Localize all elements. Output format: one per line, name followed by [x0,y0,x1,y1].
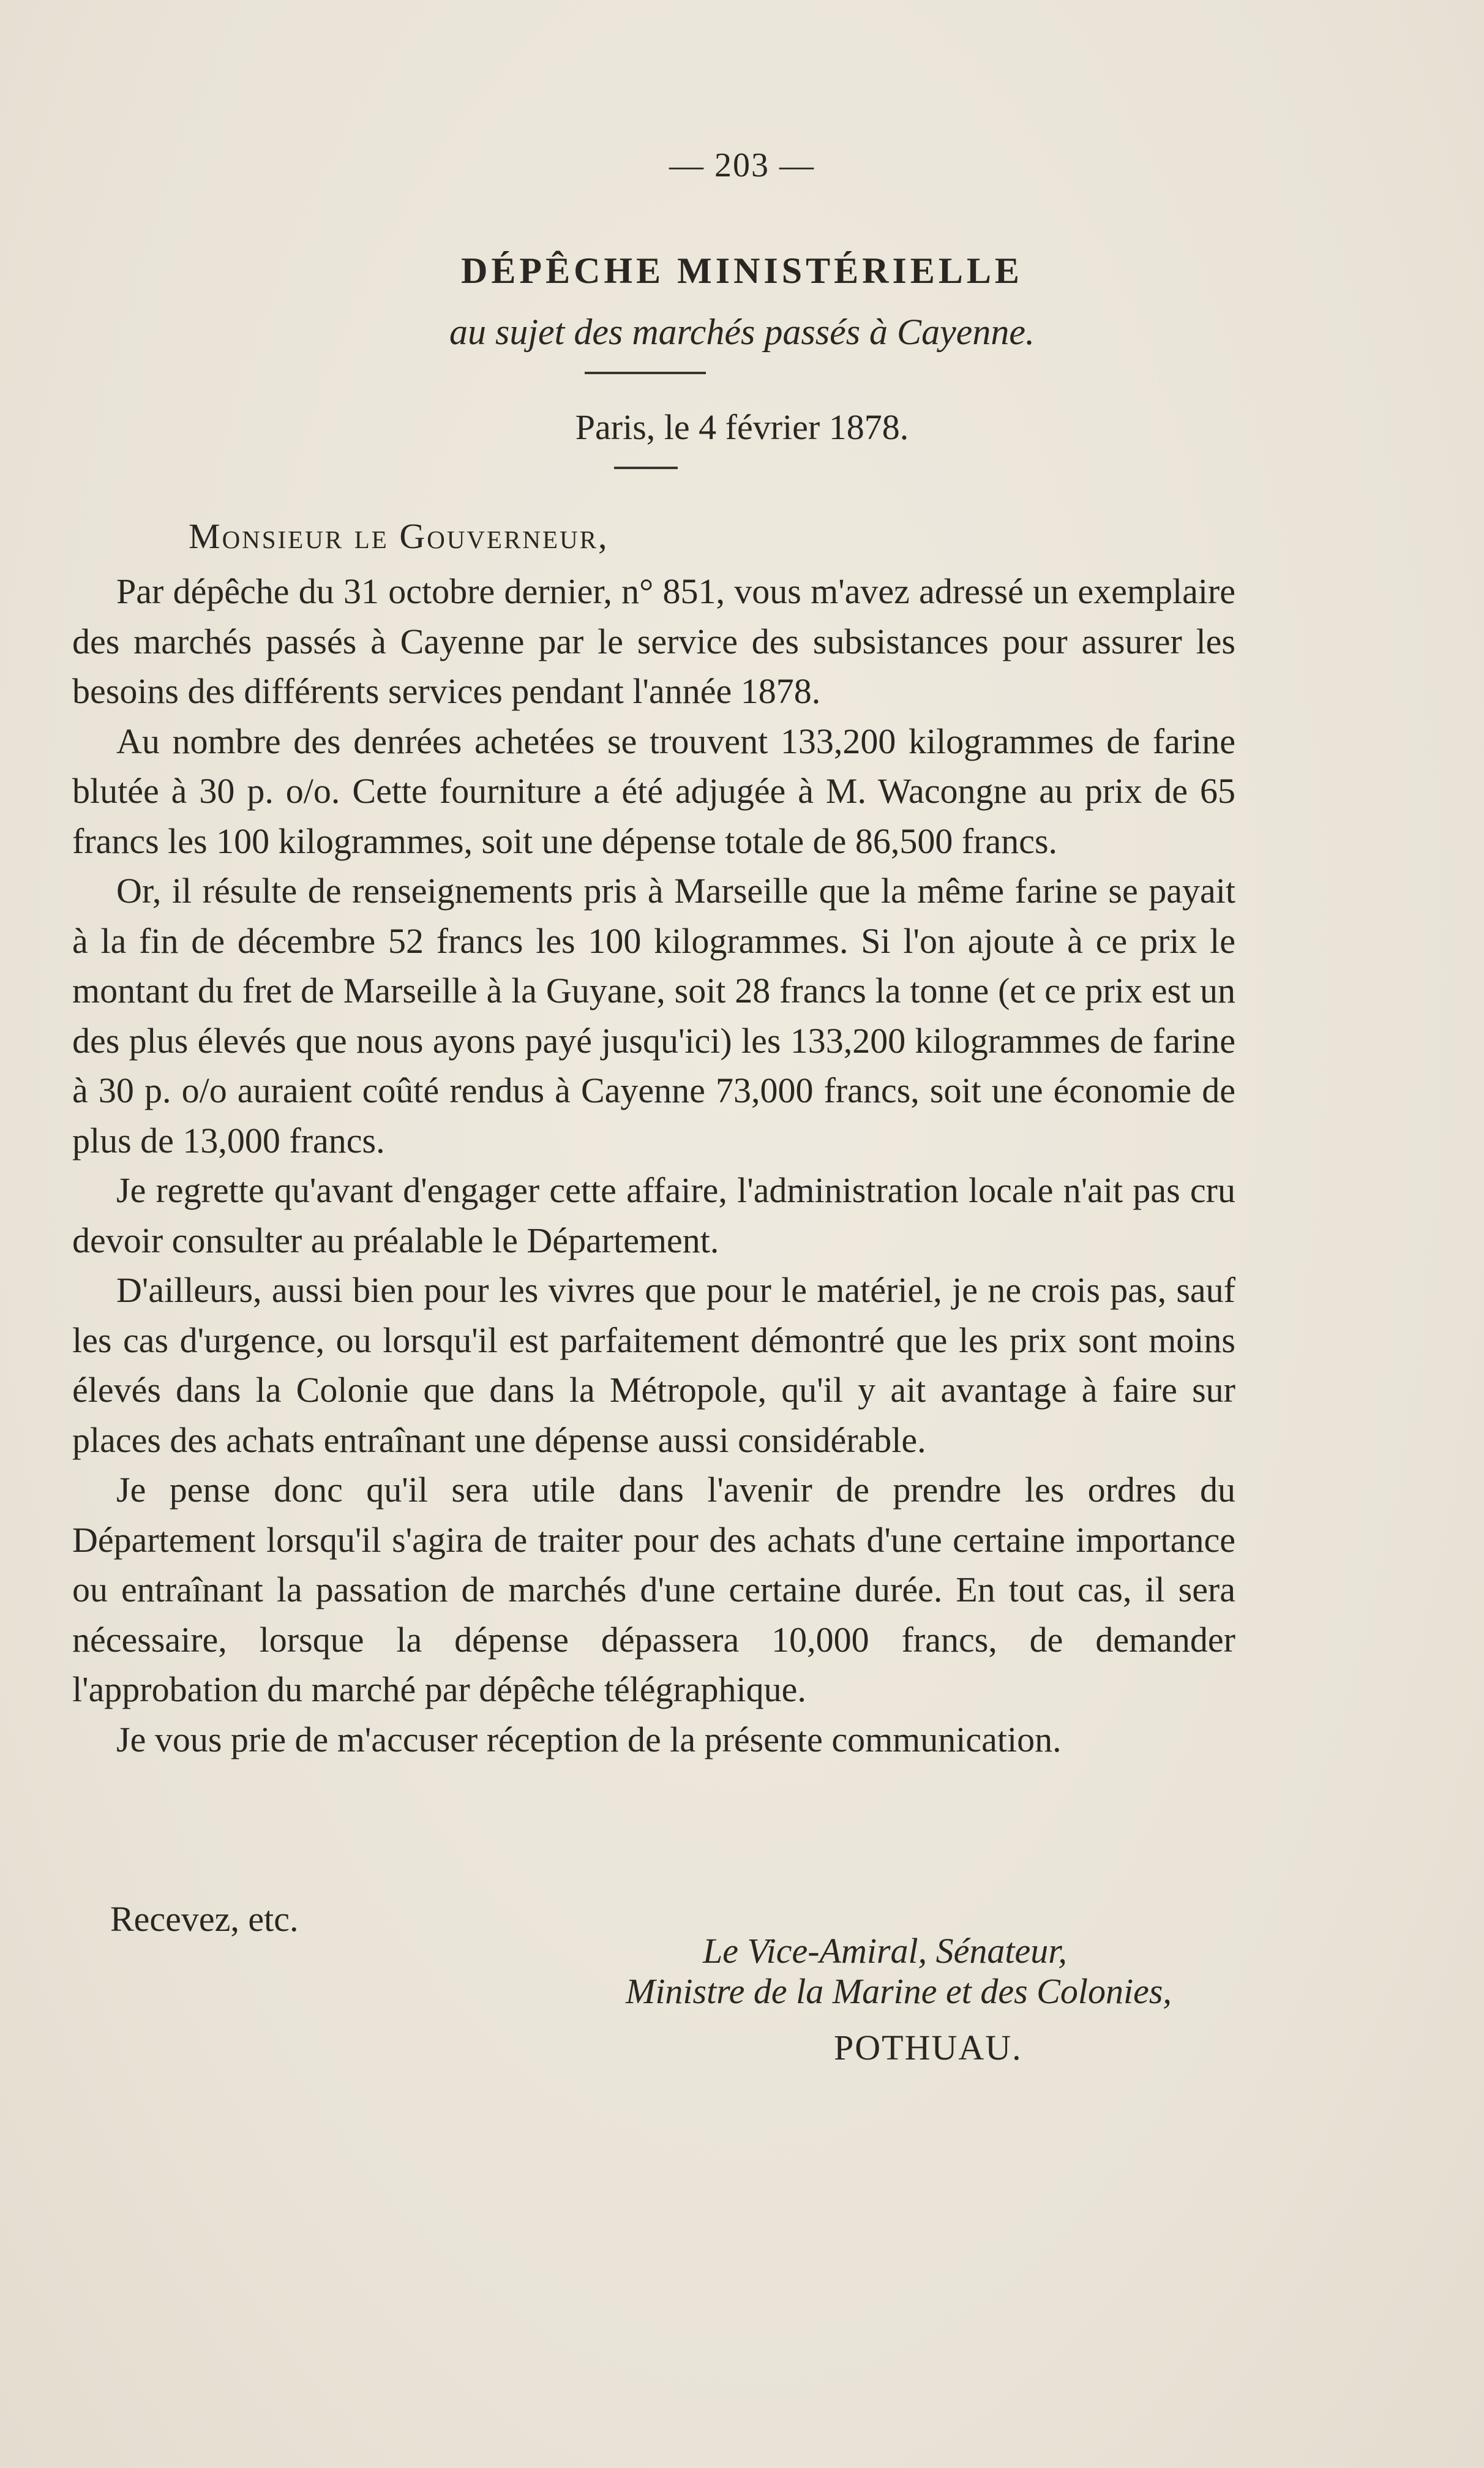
paragraph: Je regrette qu'avant d'engager cette affaire, l'administration locale n'ait pas cru devoir consulter au préalable le Département. [72,1170,1235,1260]
letter-body [72,566,1235,1764]
paragraph: Je pense donc qu'il sera utile dans l'avenir de prendre les ordres du Département lorsqu'il s'agira de traiter pour des achats d'une certaine importance ou entraînant la passation de marchés d'une certaine durée. En tout cas, il sera nécessaire, lorsque la dépense dépassera 10,000 francs, de demander l'approbation du marché par dépêche télégraphique. [72,1470,1235,1709]
signature-title: Le Vice-Amiral, Sénateur, [703,1931,1067,1971]
title-divider [585,372,706,374]
paragraph: Par dépêche du 31 octobre dernier, n° 851, vous m'avez adressé un exemplaire des marchés passés à Cayenne par le service des subsistances pour assurer les besoins des différents services pendant l'année 1878. [72,571,1235,711]
signature-name: POTHUAU. [834,2028,1022,2067]
signature-office: Ministre de la Marine et des Colonies, [626,1971,1172,2011]
document-subtitle: au sujet des marchés passés à Cayenne. [449,312,1035,352]
document-title: DÉPÊCHE MINISTÉRIELLE [461,250,1023,291]
paragraph: D'ailleurs, aussi bien pour les vivres que pour le matériel, je ne crois pas, sauf les cas d'urgence, ou lorsqu'il est parfaitement démontré que les prix sont moins élevés dans la Colonie que dans la Métropole, qu'il y ait avantage à faire sur places des achats entraînant une dépense aussi considérable. [72,1270,1235,1460]
paragraph: Or, il résulte de renseignements pris à Marseille que la même farine se payait à la fin de décembre 52 francs les 100 kilogrammes. Si l'on ajoute à ce prix le montant du fret de Marseille à la Guyane, soit 28 francs la tonne (et ce prix est un des plus élevés que nous ayons payé jusqu'ici) les 133,200 kilogrammes de farine à 30 p. o/o auraient coûté rendus à Cayenne 73,000 francs, soit une économie de plus de 13,000 francs. [72,871,1235,1161]
paragraph: Au nombre des denrées achetées se trouvent 133,200 kilogrammes de farine blutée à 30 p. o/o. Cette fourniture a été adjugée à M. Wacongne au prix de 65 francs les 100 kilogrammes, soit une dépense totale de 86,500 francs. [72,721,1235,861]
page-number: — 203 — [669,146,815,184]
closing: Recevez, etc. [110,1899,299,1939]
paragraph: Je vous prie de m'accuser réception de la présente communication. [116,1719,1062,1759]
dateline: Paris, le 4 février 1878. [575,407,909,447]
salutation: Monsieur le Gouverneur, [189,516,609,556]
dateline-divider [614,467,678,469]
